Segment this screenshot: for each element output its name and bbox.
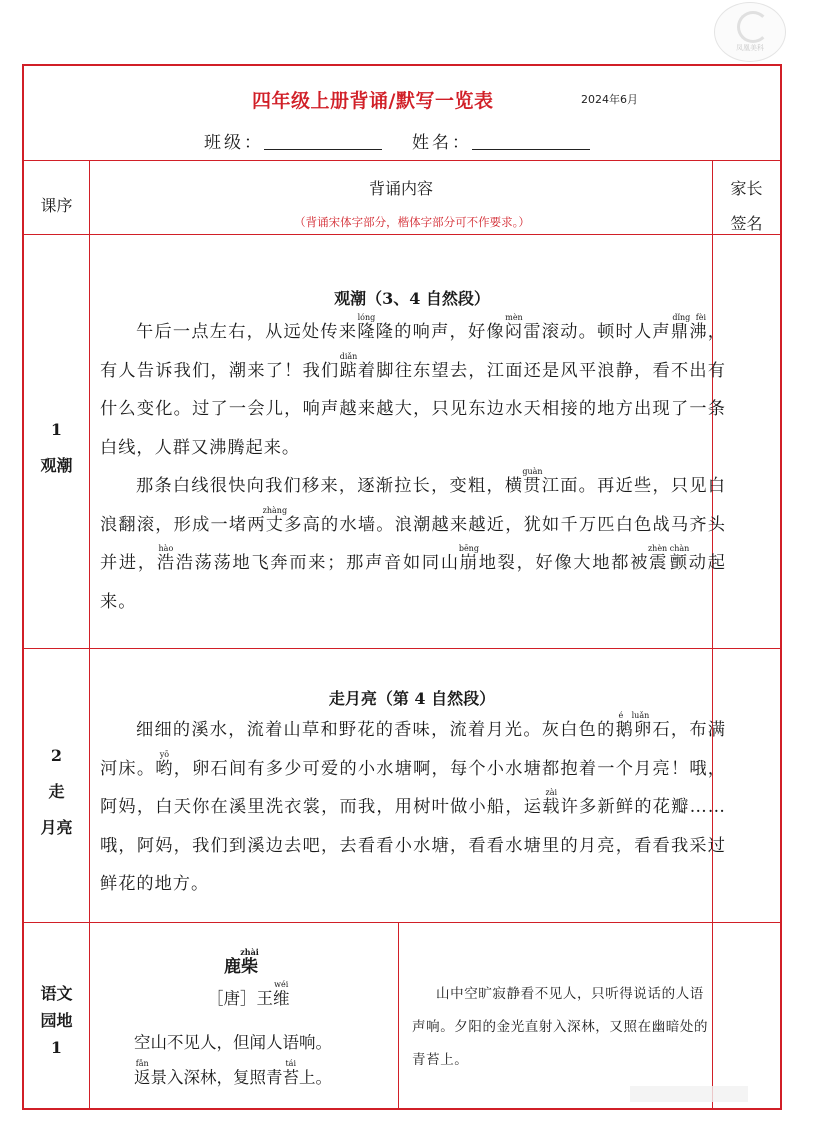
lesson-1-cell: [24, 412, 89, 484]
passage-paragraph: 午后一点左右，从远处传来隆lóng隆的响声，好像闷mèn雷滚动。顿时人声鼎沸dǐng fèi，有人告诉我们，潮来了！我们踮diǎn着脚往东望去，江面还是风平浪静，看不出有什么变化。过了一会儿，响声越来越大，只见东边水天相接的地方出现了一条白线，人群又沸腾起来。: [100, 313, 726, 458]
name-field[interactable]: [472, 133, 590, 150]
lesson-number: 2: [50, 746, 63, 765]
rule-row2: [24, 922, 780, 923]
recitation-table: [22, 64, 782, 1110]
lesson-name-line1: 走: [48, 782, 65, 801]
content-column-note: （背诵宋体字部分，楷体字部分可不作要求。）: [294, 215, 530, 229]
student-info-row: [204, 128, 620, 153]
poem-title: 鹿柴zhài: [224, 947, 259, 977]
parent-column-header-2: 签名: [730, 214, 763, 233]
rule-header: [24, 160, 780, 161]
name-label: 姓名：: [412, 133, 472, 153]
parent-column-header-1: 家长: [730, 179, 763, 198]
lesson-2-cell: [24, 738, 89, 846]
poem-line: 空山不见人，但闻人语响。: [134, 1033, 332, 1052]
rule-colheader: [24, 234, 780, 235]
poem-translation: 山中空旷寂静看不见人，只听得说话的人语声响。夕阳的金光直射入深林，又照在幽暗处的青苔上。: [412, 986, 709, 1068]
page-title: 四年级上册背诵/默写一览表: [252, 90, 494, 112]
lesson-3-cell: [24, 980, 89, 1061]
lesson-name-line2: 月亮: [40, 818, 73, 837]
poem-author: ［唐］王维wéi: [207, 980, 290, 1008]
class-field[interactable]: [264, 133, 382, 150]
lesson-name: 观潮: [40, 456, 73, 475]
passage-title: 观潮（3、4 自然段）: [334, 289, 490, 308]
lesson-name-line2: 园地: [40, 1011, 73, 1030]
watermark-patch: [630, 1086, 748, 1102]
date-label: 2024年6月: [581, 93, 638, 106]
rule-row1: [24, 648, 780, 649]
passage-paragraph: 细细的溪水，流着山草和野花的香味，流着月光。灰白色的鹅卵é luǎn石，布满河床。哟yō，卵石间有多少可爱的小水塘啊，每个小水塘都抱着一个月亮！哦，阿妈，白天你在溪里洗衣裳，而我，用树叶做小船，运载zài许多新鲜的花瓣……哦，阿妈，我们到溪边去吧，去看看小水塘，看看水塘里的月亮，看看我采过鲜花的地方。: [100, 711, 726, 894]
passage-paragraph: 那条白线很快向我们移来，逐渐拉长，变粗，横贯guàn江面。再近些，只见白浪翻滚，形成一堵两丈zhàng多高的水墙。浪潮越来越近，犹如千万匹白色战马齐头并进，浩hào浩荡荡地飞奔而来；那声音如同山崩bēng地裂，好像大地都被震颤zhèn chàn动起来。: [100, 467, 726, 612]
corner-seal: [714, 2, 786, 62]
lesson-column-header: 课序: [40, 196, 73, 215]
lesson-number: 1: [50, 420, 63, 439]
passage-title: 走月亮（第 4 自然段）: [328, 689, 496, 708]
lesson-name-line3: 1: [50, 1038, 63, 1057]
seal-text: 凤凰美科: [736, 44, 764, 52]
swirl-logo-icon: [737, 11, 769, 43]
lesson-name-line1: 语文: [40, 984, 73, 1003]
rule-col-poem: [398, 922, 399, 1110]
content-column-header: 背诵内容: [368, 179, 433, 198]
class-label: 班级：: [204, 133, 264, 153]
poem-line: 返fǎn景入深林，复照青苔tái上。: [134, 1059, 332, 1087]
